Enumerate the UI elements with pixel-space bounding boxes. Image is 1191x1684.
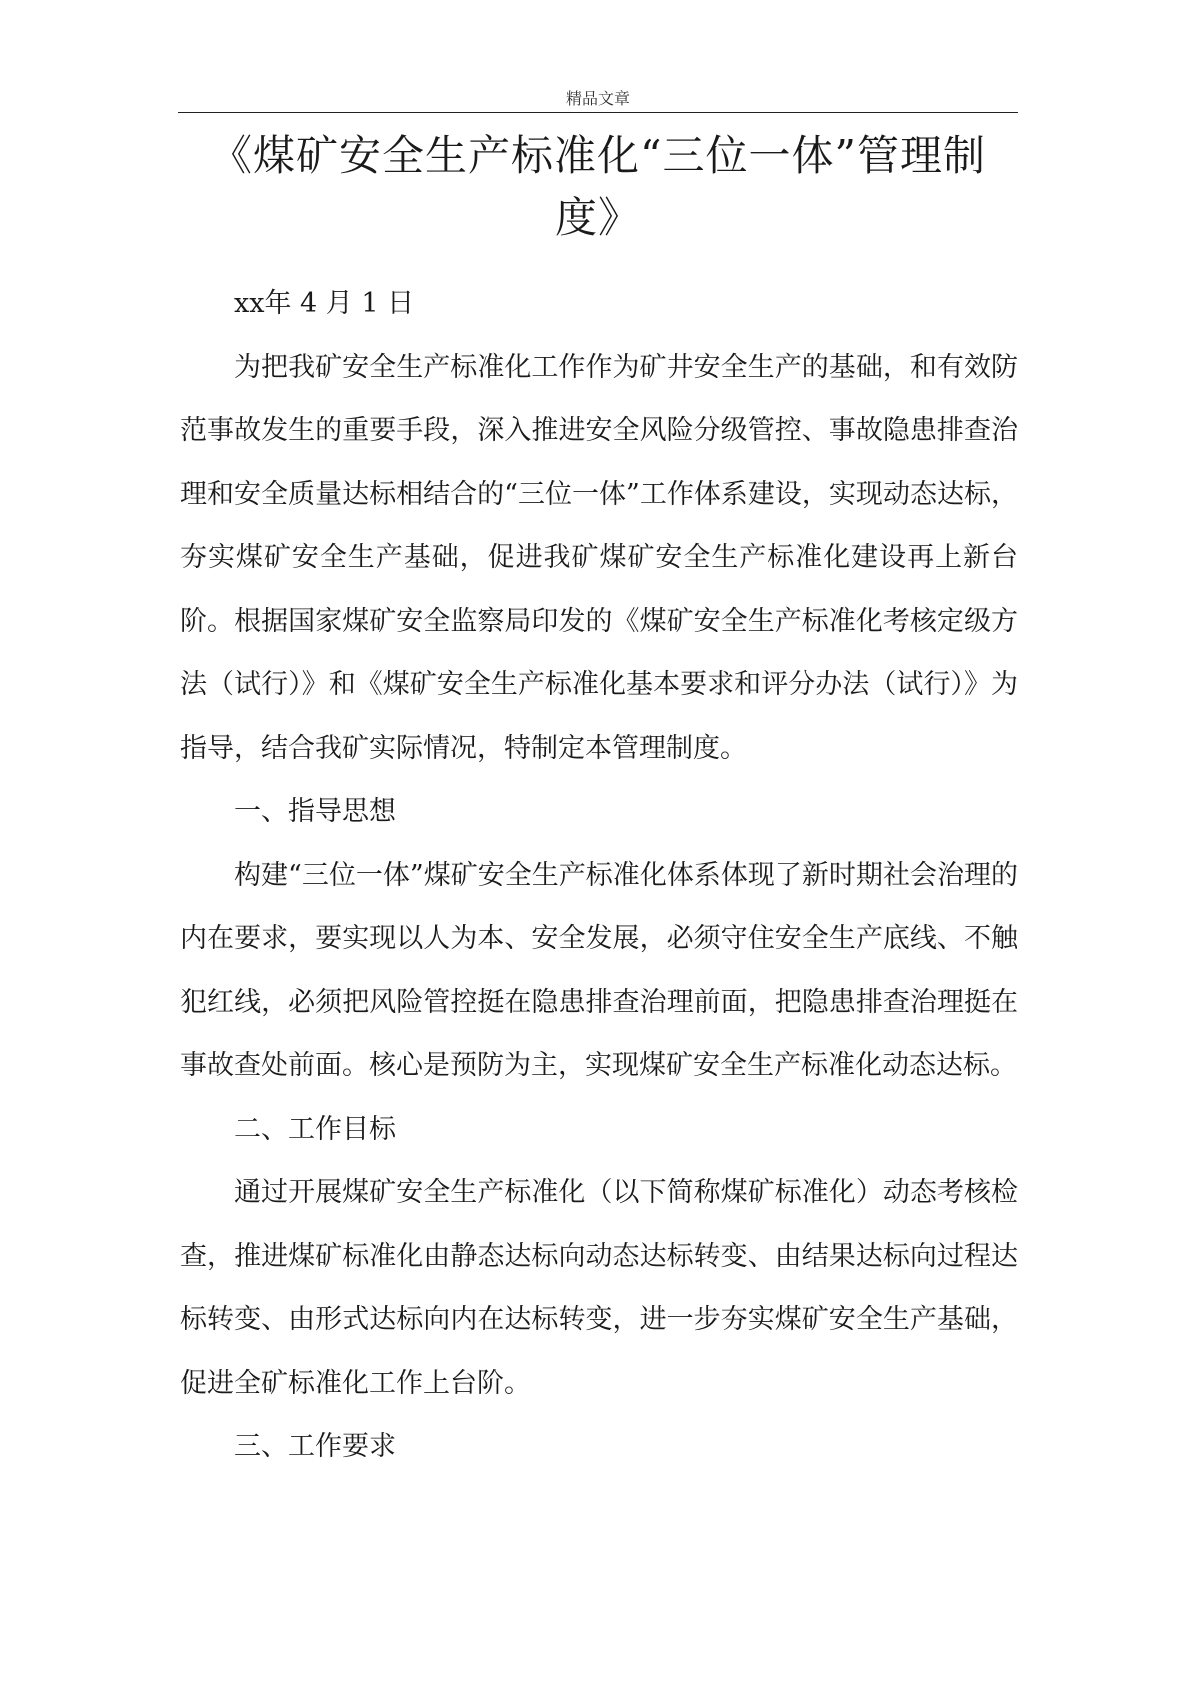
section-heading-work-goals: 二、工作目标 — [234, 1113, 396, 1145]
section-heading-guiding-ideology: 一、指导思想 — [234, 796, 396, 827]
page-header: 精品文章 — [178, 86, 1018, 113]
paragraph-guiding-ideology: 构建“三位一体”煤矿安全生产标准化体系体现了新时期社会治理的内在要求，要实现以人为本、安全发展，必须守住安全生产底线、不触犯红线，必须把风险管控挺在隐患排查治理前面，把隐患排查治理挺在事故查处前面。核心是预防为主，实现煤矿安全生产标准化动态达标。 — [180, 859, 1018, 1081]
document-date: xx年 4 月 1 日 — [234, 288, 415, 319]
paragraph-intro: 为把我矿安全生产标准化工作作为矿井安全生产的基础，和有效防范事故发生的重要手段，深入推进安全风险分级管控、事故隐患排查治理和安全质量达标相结合的“三位一体”工作体系建设，实现动态达标，夯实煤矿安全生产基础，促进我矿煤矿安全生产标准化建设再上新台阶。根据国家煤矿安全监察局印发的《煤矿安全生产标准化考核定级方法（试行）》和《煤矿安全生产标准化基本要求和评分办法（试行）》为指导，结合我矿实际情况，特制定本管理制度。 — [180, 351, 1018, 764]
document-title: 《煤矿安全生产标准化“三位一体”管理制度》 — [210, 131, 986, 242]
paragraph-work-goals: 通过开展煤矿安全生产标准化（以下简称煤矿标准化）动态考核检查，推进煤矿标准化由静态达标向动态达标转变、由结果达标向过程达标转变、由形式达标向内在达标转变，进一步夯实煤矿安全生产基础，促进全矿标准化工作上台阶。 — [180, 1177, 1018, 1399]
document-body — [180, 272, 1018, 1479]
section-heading-work-requirements: 三、工作要求 — [234, 1431, 396, 1462]
